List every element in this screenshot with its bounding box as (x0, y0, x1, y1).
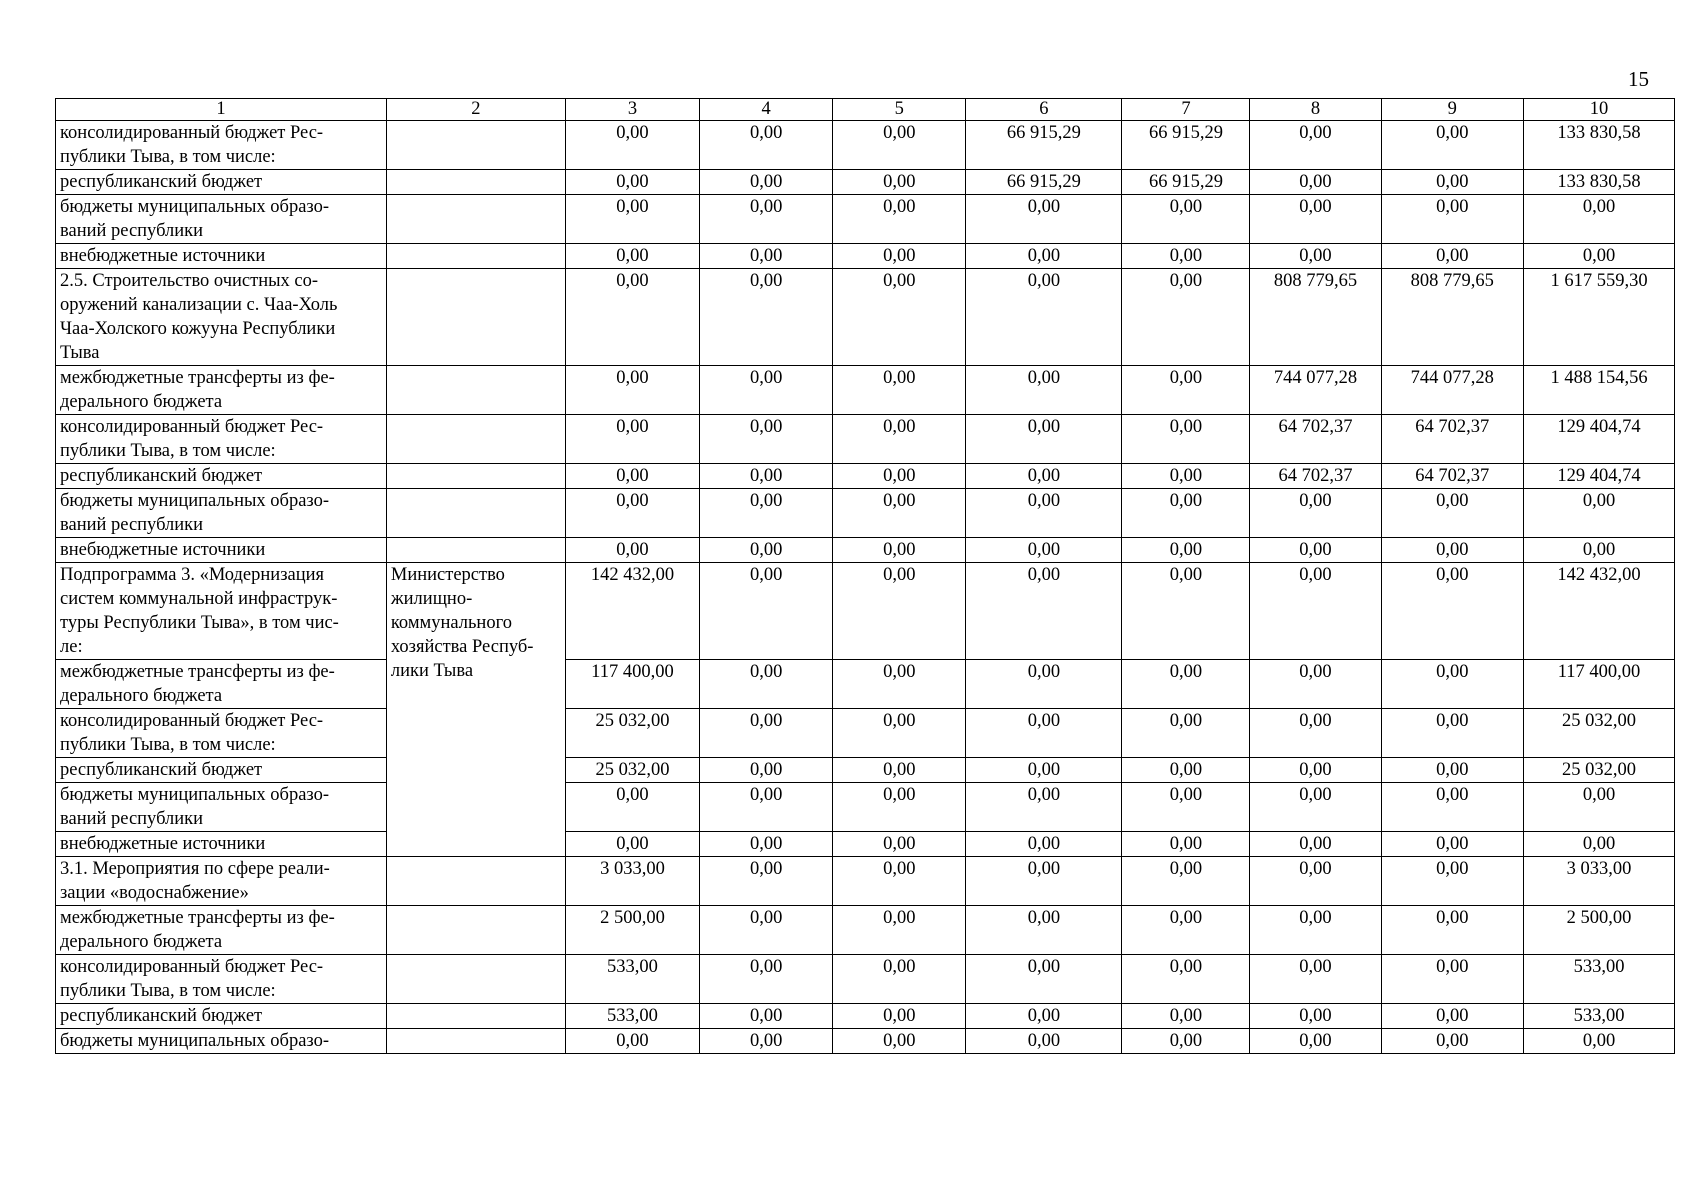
table-row (56, 538, 1675, 563)
table-row (56, 415, 1675, 464)
value-cell: 0,00 (833, 832, 966, 857)
value-cell: 0,00 (1122, 269, 1250, 366)
value-cell: 66 915,29 (966, 170, 1122, 195)
value-cell: 0,00 (1381, 1004, 1524, 1029)
value-cell: 0,00 (1250, 906, 1381, 955)
value-cell: 64 702,37 (1381, 415, 1524, 464)
row-label: республиканский бюджет (56, 758, 387, 783)
value-cell: 744 077,28 (1250, 366, 1381, 415)
value-cell: 0,00 (1250, 489, 1381, 538)
column-header: 1 (56, 99, 387, 121)
responsible-executor (386, 269, 565, 366)
table-row (56, 906, 1675, 955)
value-cell: 0,00 (1122, 1004, 1250, 1029)
row-label: консолидированный бюджет Рес- публики Тыва, в том числе: (56, 121, 387, 170)
value-cell: 0,00 (833, 1029, 966, 1054)
value-cell: 0,00 (833, 538, 966, 563)
value-cell: 0,00 (1381, 1029, 1524, 1054)
table-row (56, 170, 1675, 195)
value-cell: 0,00 (565, 415, 699, 464)
value-cell: 25 032,00 (1524, 709, 1675, 758)
value-cell: 0,00 (1524, 489, 1675, 538)
value-cell: 0,00 (1381, 489, 1524, 538)
value-cell: 0,00 (1381, 758, 1524, 783)
value-cell: 0,00 (700, 709, 833, 758)
value-cell: 0,00 (1122, 832, 1250, 857)
value-cell: 0,00 (833, 121, 966, 170)
value-cell: 142 432,00 (565, 563, 699, 660)
value-cell: 66 915,29 (966, 121, 1122, 170)
value-cell: 0,00 (1250, 955, 1381, 1004)
value-cell: 0,00 (833, 244, 966, 269)
table-row (56, 366, 1675, 415)
value-cell: 0,00 (1122, 415, 1250, 464)
value-cell: 0,00 (966, 709, 1122, 758)
value-cell: 0,00 (966, 269, 1122, 366)
value-cell: 744 077,28 (1381, 366, 1524, 415)
value-cell: 2 500,00 (1524, 906, 1675, 955)
value-cell: 0,00 (966, 366, 1122, 415)
value-cell: 0,00 (565, 832, 699, 857)
value-cell: 0,00 (700, 195, 833, 244)
value-cell: 0,00 (1122, 489, 1250, 538)
table-row (56, 269, 1675, 366)
value-cell: 0,00 (833, 464, 966, 489)
responsible-executor (386, 538, 565, 563)
value-cell: 64 702,37 (1250, 464, 1381, 489)
value-cell: 0,00 (700, 906, 833, 955)
value-cell: 0,00 (565, 195, 699, 244)
value-cell: 533,00 (1524, 1004, 1675, 1029)
value-cell: 0,00 (1122, 538, 1250, 563)
responsible-executor (386, 195, 565, 244)
value-cell: 0,00 (700, 269, 833, 366)
value-cell: 0,00 (966, 464, 1122, 489)
value-cell: 0,00 (700, 955, 833, 1004)
value-cell: 0,00 (565, 244, 699, 269)
row-label: консолидированный бюджет Рес- публики Тыва, в том числе: (56, 955, 387, 1004)
value-cell: 0,00 (700, 857, 833, 906)
value-cell: 25 032,00 (565, 758, 699, 783)
value-cell: 25 032,00 (1524, 758, 1675, 783)
value-cell: 0,00 (833, 906, 966, 955)
value-cell: 0,00 (565, 489, 699, 538)
value-cell: 0,00 (1381, 170, 1524, 195)
value-cell: 808 779,65 (1250, 269, 1381, 366)
value-cell: 0,00 (565, 464, 699, 489)
table-row (56, 1029, 1675, 1054)
value-cell: 0,00 (833, 783, 966, 832)
value-cell: 0,00 (1381, 195, 1524, 244)
value-cell: 0,00 (1381, 660, 1524, 709)
value-cell: 129 404,74 (1524, 415, 1675, 464)
responsible-executor (386, 121, 565, 170)
value-cell: 0,00 (966, 783, 1122, 832)
value-cell: 133 830,58 (1524, 170, 1675, 195)
value-cell: 0,00 (700, 563, 833, 660)
value-cell: 25 032,00 (565, 709, 699, 758)
responsible-executor (386, 489, 565, 538)
responsible-executor (386, 906, 565, 955)
table-row (56, 121, 1675, 170)
row-label: 2.5. Строительство очистных со- оружений канализации с. Чаа-Холь Чаа-Холского кожууна Республики Тыва (56, 269, 387, 366)
column-header: 7 (1122, 99, 1250, 121)
value-cell: 0,00 (833, 758, 966, 783)
value-cell: 0,00 (833, 366, 966, 415)
value-cell: 0,00 (1524, 832, 1675, 857)
value-cell: 0,00 (700, 1029, 833, 1054)
value-cell: 0,00 (1250, 783, 1381, 832)
value-cell: 0,00 (1122, 244, 1250, 269)
value-cell: 0,00 (1122, 563, 1250, 660)
table-row (56, 660, 1675, 709)
value-cell: 2 500,00 (565, 906, 699, 955)
value-cell: 0,00 (1122, 464, 1250, 489)
value-cell: 533,00 (1524, 955, 1675, 1004)
value-cell: 0,00 (966, 563, 1122, 660)
row-label: межбюджетные трансферты из фе- дерального бюджета (56, 366, 387, 415)
value-cell: 0,00 (1122, 955, 1250, 1004)
value-cell: 0,00 (1122, 195, 1250, 244)
value-cell: 1 488 154,56 (1524, 366, 1675, 415)
table-row (56, 758, 1675, 783)
value-cell: 117 400,00 (565, 660, 699, 709)
value-cell: 0,00 (833, 1004, 966, 1029)
value-cell: 0,00 (1381, 709, 1524, 758)
value-cell: 0,00 (700, 783, 833, 832)
row-label: бюджеты муниципальных образо- ваний республики (56, 195, 387, 244)
value-cell: 0,00 (966, 415, 1122, 464)
value-cell: 0,00 (700, 758, 833, 783)
value-cell: 0,00 (1250, 709, 1381, 758)
table-row (56, 832, 1675, 857)
value-cell: 0,00 (833, 563, 966, 660)
value-cell: 0,00 (833, 269, 966, 366)
value-cell: 142 432,00 (1524, 563, 1675, 660)
value-cell: 0,00 (1250, 857, 1381, 906)
value-cell: 0,00 (1122, 366, 1250, 415)
value-cell: 0,00 (833, 170, 966, 195)
value-cell: 0,00 (565, 269, 699, 366)
value-cell: 0,00 (565, 366, 699, 415)
value-cell: 0,00 (966, 489, 1122, 538)
value-cell: 66 915,29 (1122, 121, 1250, 170)
responsible-executor (386, 366, 565, 415)
value-cell: 0,00 (1122, 660, 1250, 709)
value-cell: 129 404,74 (1524, 464, 1675, 489)
responsible-executor: Министерство жилищно- коммунального хозяйства Респуб- лики Тыва (386, 563, 565, 857)
value-cell: 0,00 (1250, 538, 1381, 563)
value-cell: 0,00 (1250, 121, 1381, 170)
value-cell: 0,00 (1250, 660, 1381, 709)
table-row (56, 195, 1675, 244)
column-header: 6 (966, 99, 1122, 121)
value-cell: 0,00 (966, 1004, 1122, 1029)
value-cell: 0,00 (700, 170, 833, 195)
column-header: 10 (1524, 99, 1675, 121)
value-cell: 0,00 (1122, 758, 1250, 783)
value-cell: 0,00 (833, 660, 966, 709)
value-cell: 0,00 (700, 538, 833, 563)
value-cell: 0,00 (700, 464, 833, 489)
value-cell: 0,00 (700, 121, 833, 170)
value-cell: 0,00 (1524, 538, 1675, 563)
row-label: республиканский бюджет (56, 464, 387, 489)
value-cell: 0,00 (833, 195, 966, 244)
value-cell: 0,00 (1381, 955, 1524, 1004)
row-label: бюджеты муниципальных образо- ваний республики (56, 783, 387, 832)
row-label: Подпрограмма 3. «Модернизация систем коммунальной инфраструк- туры Республики Тыва», в том чис- ле: (56, 563, 387, 660)
value-cell: 0,00 (1381, 121, 1524, 170)
value-cell: 533,00 (565, 1004, 699, 1029)
value-cell: 0,00 (966, 1029, 1122, 1054)
value-cell: 0,00 (1381, 857, 1524, 906)
value-cell: 0,00 (1250, 1004, 1381, 1029)
column-header: 2 (386, 99, 565, 121)
row-label: республиканский бюджет (56, 170, 387, 195)
value-cell: 0,00 (966, 758, 1122, 783)
value-cell: 0,00 (1381, 832, 1524, 857)
row-label: внебюджетные источники (56, 244, 387, 269)
row-label: внебюджетные источники (56, 832, 387, 857)
table-row (56, 955, 1675, 1004)
responsible-executor (386, 415, 565, 464)
value-cell: 0,00 (833, 415, 966, 464)
row-label: внебюджетные источники (56, 538, 387, 563)
value-cell: 0,00 (966, 195, 1122, 244)
value-cell: 0,00 (565, 170, 699, 195)
value-cell: 0,00 (966, 906, 1122, 955)
value-cell: 0,00 (700, 660, 833, 709)
column-header: 4 (700, 99, 833, 121)
responsible-executor (386, 244, 565, 269)
budget-table (55, 98, 1675, 1054)
value-cell: 0,00 (1381, 244, 1524, 269)
responsible-executor (386, 1004, 565, 1029)
value-cell: 0,00 (833, 709, 966, 758)
value-cell: 1 617 559,30 (1524, 269, 1675, 366)
value-cell: 808 779,65 (1381, 269, 1524, 366)
column-header: 9 (1381, 99, 1524, 121)
row-label: консолидированный бюджет Рес- публики Тыва, в том числе: (56, 709, 387, 758)
table-row (56, 489, 1675, 538)
responsible-executor (386, 1029, 565, 1054)
value-cell: 0,00 (700, 415, 833, 464)
value-cell: 64 702,37 (1381, 464, 1524, 489)
value-cell: 0,00 (1381, 538, 1524, 563)
value-cell: 3 033,00 (565, 857, 699, 906)
responsible-executor (386, 955, 565, 1004)
value-cell: 0,00 (833, 857, 966, 906)
column-header: 3 (565, 99, 699, 121)
value-cell: 133 830,58 (1524, 121, 1675, 170)
table-row (56, 783, 1675, 832)
value-cell: 0,00 (966, 244, 1122, 269)
table-row (56, 563, 1675, 660)
value-cell: 0,00 (1250, 758, 1381, 783)
value-cell: 0,00 (565, 1029, 699, 1054)
value-cell: 0,00 (1381, 906, 1524, 955)
value-cell: 0,00 (966, 660, 1122, 709)
column-header: 8 (1250, 99, 1381, 121)
value-cell: 117 400,00 (1524, 660, 1675, 709)
value-cell: 0,00 (700, 832, 833, 857)
row-label: 3.1. Мероприятия по сфере реали- зации «водоснабжение» (56, 857, 387, 906)
column-number-row (56, 99, 1675, 121)
value-cell: 0,00 (1381, 563, 1524, 660)
value-cell: 0,00 (1250, 244, 1381, 269)
row-label: консолидированный бюджет Рес- публики Тыва, в том числе: (56, 415, 387, 464)
value-cell: 0,00 (966, 857, 1122, 906)
value-cell: 0,00 (1524, 783, 1675, 832)
value-cell: 0,00 (565, 121, 699, 170)
table-row (56, 1004, 1675, 1029)
value-cell: 0,00 (833, 489, 966, 538)
row-label: республиканский бюджет (56, 1004, 387, 1029)
value-cell: 0,00 (833, 955, 966, 1004)
value-cell: 0,00 (565, 783, 699, 832)
value-cell: 0,00 (1250, 1029, 1381, 1054)
value-cell: 3 033,00 (1524, 857, 1675, 906)
row-label: бюджеты муниципальных образо- ваний республики (56, 489, 387, 538)
value-cell: 0,00 (1524, 195, 1675, 244)
value-cell: 0,00 (966, 832, 1122, 857)
value-cell: 0,00 (966, 955, 1122, 1004)
value-cell: 0,00 (966, 538, 1122, 563)
value-cell: 0,00 (700, 244, 833, 269)
value-cell: 0,00 (565, 538, 699, 563)
value-cell: 0,00 (1122, 857, 1250, 906)
value-cell: 0,00 (1250, 832, 1381, 857)
page-number: 15 (1628, 67, 1649, 91)
row-label: межбюджетные трансферты из фе- дерального бюджета (56, 660, 387, 709)
table-body (56, 121, 1675, 1054)
row-label: межбюджетные трансферты из фе- дерального бюджета (56, 906, 387, 955)
value-cell: 0,00 (700, 489, 833, 538)
value-cell: 0,00 (1122, 1029, 1250, 1054)
responsible-executor (386, 170, 565, 195)
value-cell: 0,00 (1122, 906, 1250, 955)
value-cell: 0,00 (1122, 783, 1250, 832)
responsible-executor (386, 857, 565, 906)
value-cell: 0,00 (1250, 563, 1381, 660)
value-cell: 0,00 (1250, 195, 1381, 244)
value-cell: 64 702,37 (1250, 415, 1381, 464)
value-cell: 0,00 (1381, 783, 1524, 832)
value-cell: 0,00 (1122, 709, 1250, 758)
value-cell: 0,00 (1524, 1029, 1675, 1054)
value-cell: 0,00 (700, 366, 833, 415)
responsible-executor (386, 464, 565, 489)
table-row (56, 857, 1675, 906)
value-cell: 0,00 (1250, 170, 1381, 195)
table-row (56, 464, 1675, 489)
table-row (56, 244, 1675, 269)
value-cell: 66 915,29 (1122, 170, 1250, 195)
value-cell: 0,00 (700, 1004, 833, 1029)
row-label: бюджеты муниципальных образо- (56, 1029, 387, 1054)
value-cell: 0,00 (1524, 244, 1675, 269)
value-cell: 533,00 (565, 955, 699, 1004)
table-row (56, 709, 1675, 758)
column-header: 5 (833, 99, 966, 121)
